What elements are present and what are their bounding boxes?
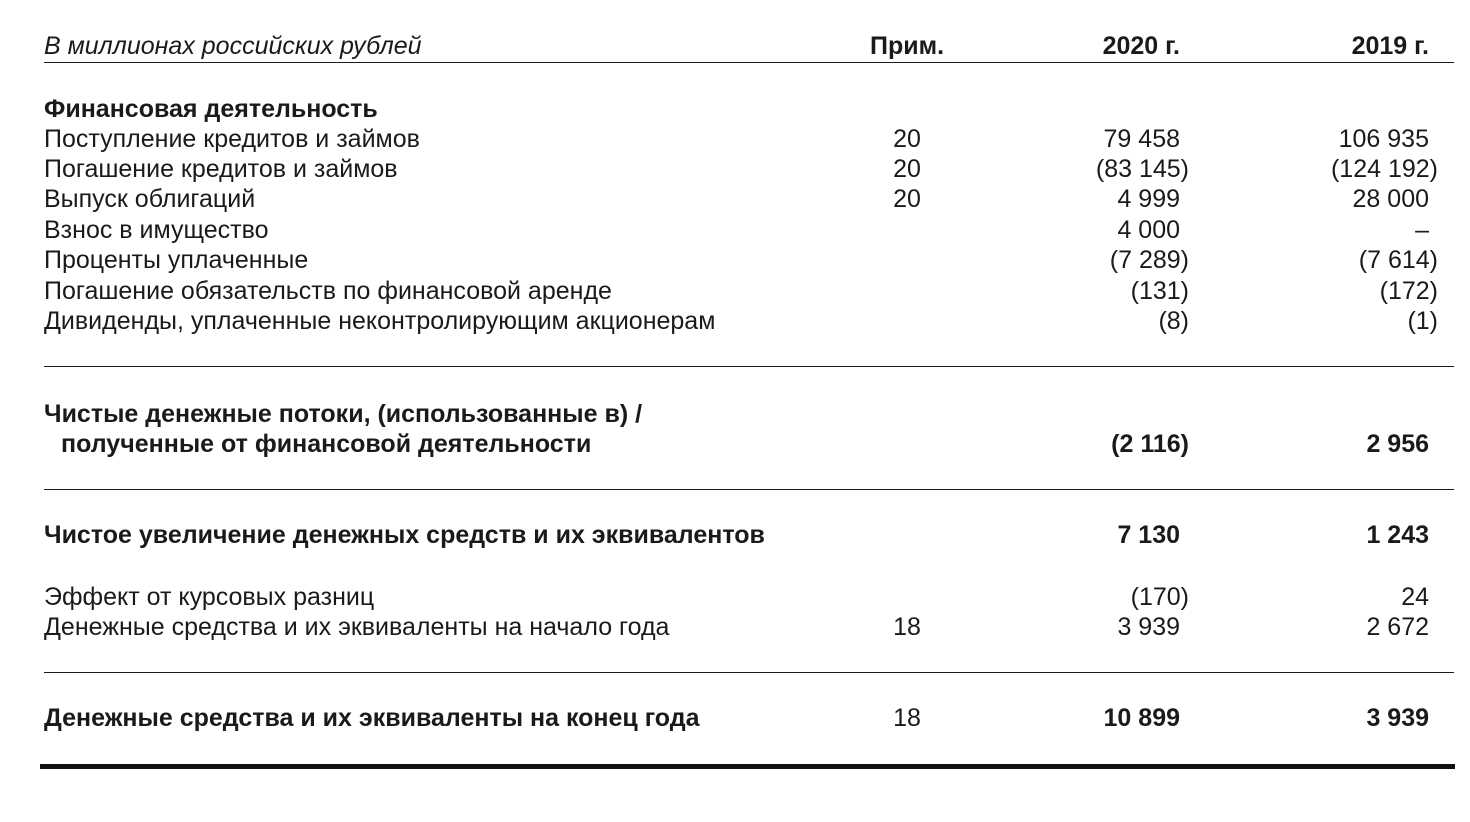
row-value-2019: (124 192) [1330,155,1438,183]
row-value-2019: (172) [1379,277,1438,305]
row-value-2020: (83 145) [1095,155,1189,183]
cash-begin-2019: 2 672 [1366,613,1429,641]
net-financing-rule [44,489,1454,490]
year-2020-header: 2020 г. [1102,32,1180,60]
fx-effect-label: Эффект от курсовых разниц [44,583,375,611]
fx-effect-2020: (170) [1130,583,1189,611]
row-value-2019: 106 935 [1338,125,1429,153]
row-value-2020: 79 458 [1103,125,1180,153]
year-2019-header: 2019 г. [1351,32,1429,60]
row-label: Дивиденды, уплаченные неконтролирующим акционерам [44,307,716,335]
row-value-2020: (131) [1130,277,1189,305]
row-label: Погашение обязательств по финансовой аренде [44,277,612,305]
cash-end-label: Денежные средства и их эквиваленты на конец года [44,704,700,732]
fx-effect-2019: 24 [1401,583,1429,611]
net-increase-2019: 1 243 [1366,521,1429,549]
header-rule [44,62,1454,63]
row-value-2019: (7 614) [1358,246,1438,274]
cash-end-2019: 3 939 [1366,704,1429,732]
section-title: Финансовая деятельность [44,95,378,123]
row-note: 20 [893,155,921,183]
total-double-rule [40,764,1455,769]
cash-begin-2020: 3 939 [1117,613,1180,641]
row-label: Погашение кредитов и займов [44,155,398,183]
cash-begin-rule [44,672,1454,673]
net-financing-2019: 2 956 [1366,430,1429,458]
row-label: Выпуск облигаций [44,185,256,213]
net-financing-label-line1: Чистые денежные потоки, (использованные в) / [44,400,643,428]
cash-end-note: 18 [893,704,921,732]
row-label: Проценты уплаченные [44,246,309,274]
net-increase-2020: 7 130 [1117,521,1180,549]
row-value-2020: 4 999 [1117,185,1180,213]
row-value-2020: (7 289) [1109,246,1189,274]
row-note: 20 [893,185,921,213]
units-label: В миллионах российских рублей [44,32,422,60]
cash-end-2020: 10 899 [1103,704,1180,732]
row-label: Поступление кредитов и займов [44,125,420,153]
net-financing-2020: (2 116) [1111,430,1189,458]
row-value-2019: 28 000 [1352,185,1429,213]
row-value-2019: – [1415,216,1429,244]
net-increase-label: Чистое увеличение денежных средств и их эквивалентов [44,521,765,549]
note-column-header: Прим. [869,32,945,60]
net-financing-label-line2: полученные от финансовой деятельности [61,430,592,458]
cash-begin-note: 18 [893,613,921,641]
row-label: Взнос в имущество [44,216,269,244]
row-value-2020: 4 000 [1117,216,1180,244]
row-value-2020: (8) [1158,307,1189,335]
subtotal-rule [44,366,1454,367]
row-note: 20 [893,125,921,153]
cash-begin-label: Денежные средства и их эквиваленты на начало года [44,613,670,641]
row-value-2019: (1) [1407,307,1438,335]
